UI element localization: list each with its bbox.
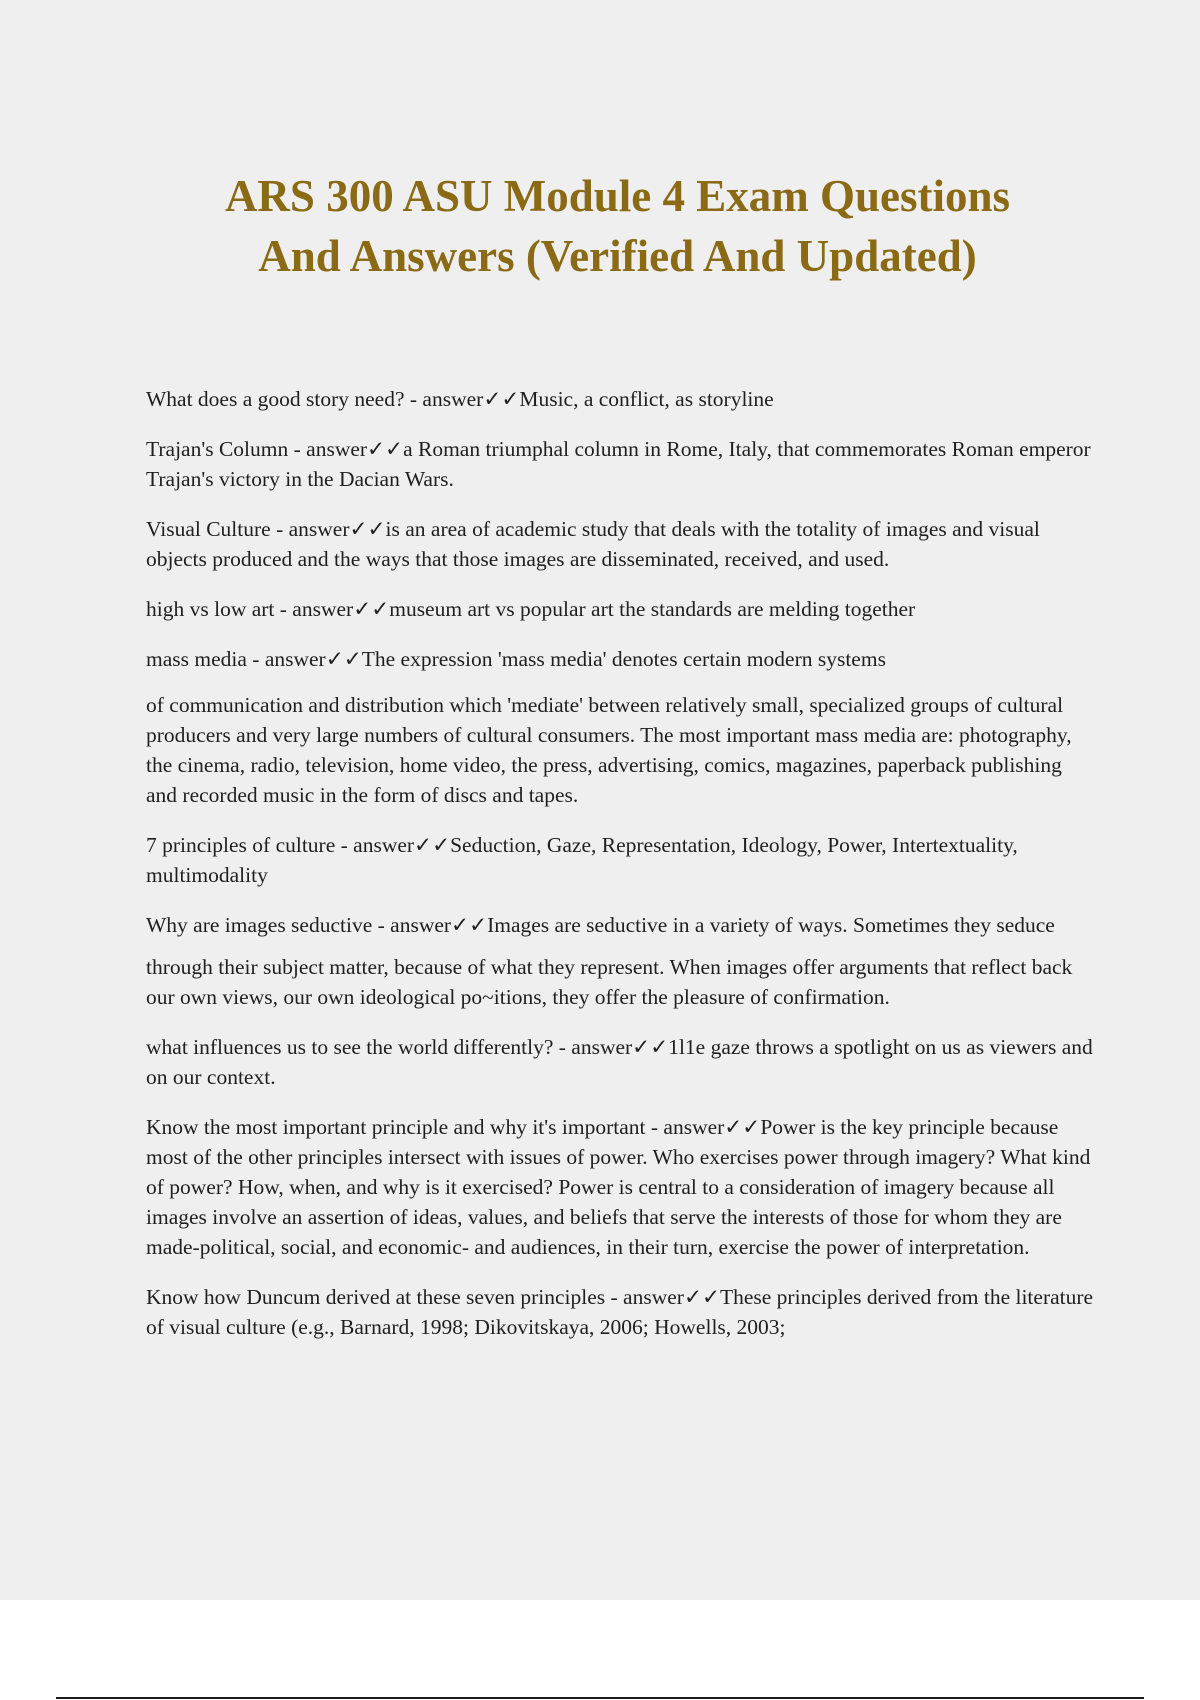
- qa-content: [146, 384, 1096, 1362]
- title-line-2: And Answers (Verified And Updated): [258, 231, 977, 281]
- qa-paragraph: high vs low art - answer✓✓museum art vs popular art the standards are melding together: [146, 597, 916, 621]
- document-title: [100, 166, 1135, 286]
- qa-paragraph: What does a good story need? - answer✓✓Music, a conflict, as storyline: [146, 387, 774, 411]
- qa-paragraph: what influences us to see the world differently? - answer✓✓1l1e gaze throws a spotlight on us as viewers and on our context.: [146, 1035, 1093, 1089]
- qa-paragraph: Visual Culture - answer✓✓is an area of academic study that deals with the totality of images and visual objects produced and the ways that those images are disseminated, received, and used.: [146, 517, 1040, 571]
- footer-divider: [56, 1697, 1144, 1699]
- qa-paragraph: Know how Duncum derived at these seven principles - answer✓✓These principles derived from the literature of visual culture (e.g., Barnard, 1998; Dikovitskaya, 2006; Howells, 2003;: [146, 1285, 1094, 1339]
- qa-paragraph: Trajan's Column - answer✓✓a Roman triumphal column in Rome, Italy, that commemorates Roman emperor Trajan's victory in the Dacian Wars.: [146, 437, 1091, 491]
- qa-paragraph: 7 principles of culture - answer✓✓Seduction, Gaze, Representation, Ideology, Power, Intertextuality, multimodality: [146, 833, 1018, 887]
- qa-paragraph: Know the most important principle and why it's important - answer✓✓Power is the key principle because most of the other principles intersect with issues of power. Who exercises power through imagery? What kind of power? How, when, and why is it exercised? Power is central to a consideration of imagery because all images involve an assertion of ideas, values, and beliefs that serve the interests of those for whom they are made-political, social, and economic- and audiences, in their turn, exercise the power of interpretation.: [146, 1115, 1091, 1259]
- title-line-1: ARS 300 ASU Module 4 Exam Questions: [224, 171, 1011, 221]
- qa-paragraph: through their subject matter, because of what they represent. When images offer arguments that reflect back our own views, our own ideological po~itions, they offer the pleasure of confirmation.: [146, 955, 1073, 1009]
- qa-paragraph: Why are images seductive - answer✓✓Images are seductive in a variety of ways. Sometimes they seduce: [146, 913, 1055, 937]
- qa-paragraph: mass media - answer✓✓The expression 'mass media' denotes certain modern systems: [146, 647, 886, 671]
- qa-paragraph: of communication and distribution which 'mediate' between relatively small, specialized groups of cultural producers and very large numbers of cultural consumers. The most important mass media are: photography, the cinema, radio, television, home video, the press, advertising, comics, magazines, paperback publishing and recorded music in the form of discs and tapes.: [146, 693, 1072, 807]
